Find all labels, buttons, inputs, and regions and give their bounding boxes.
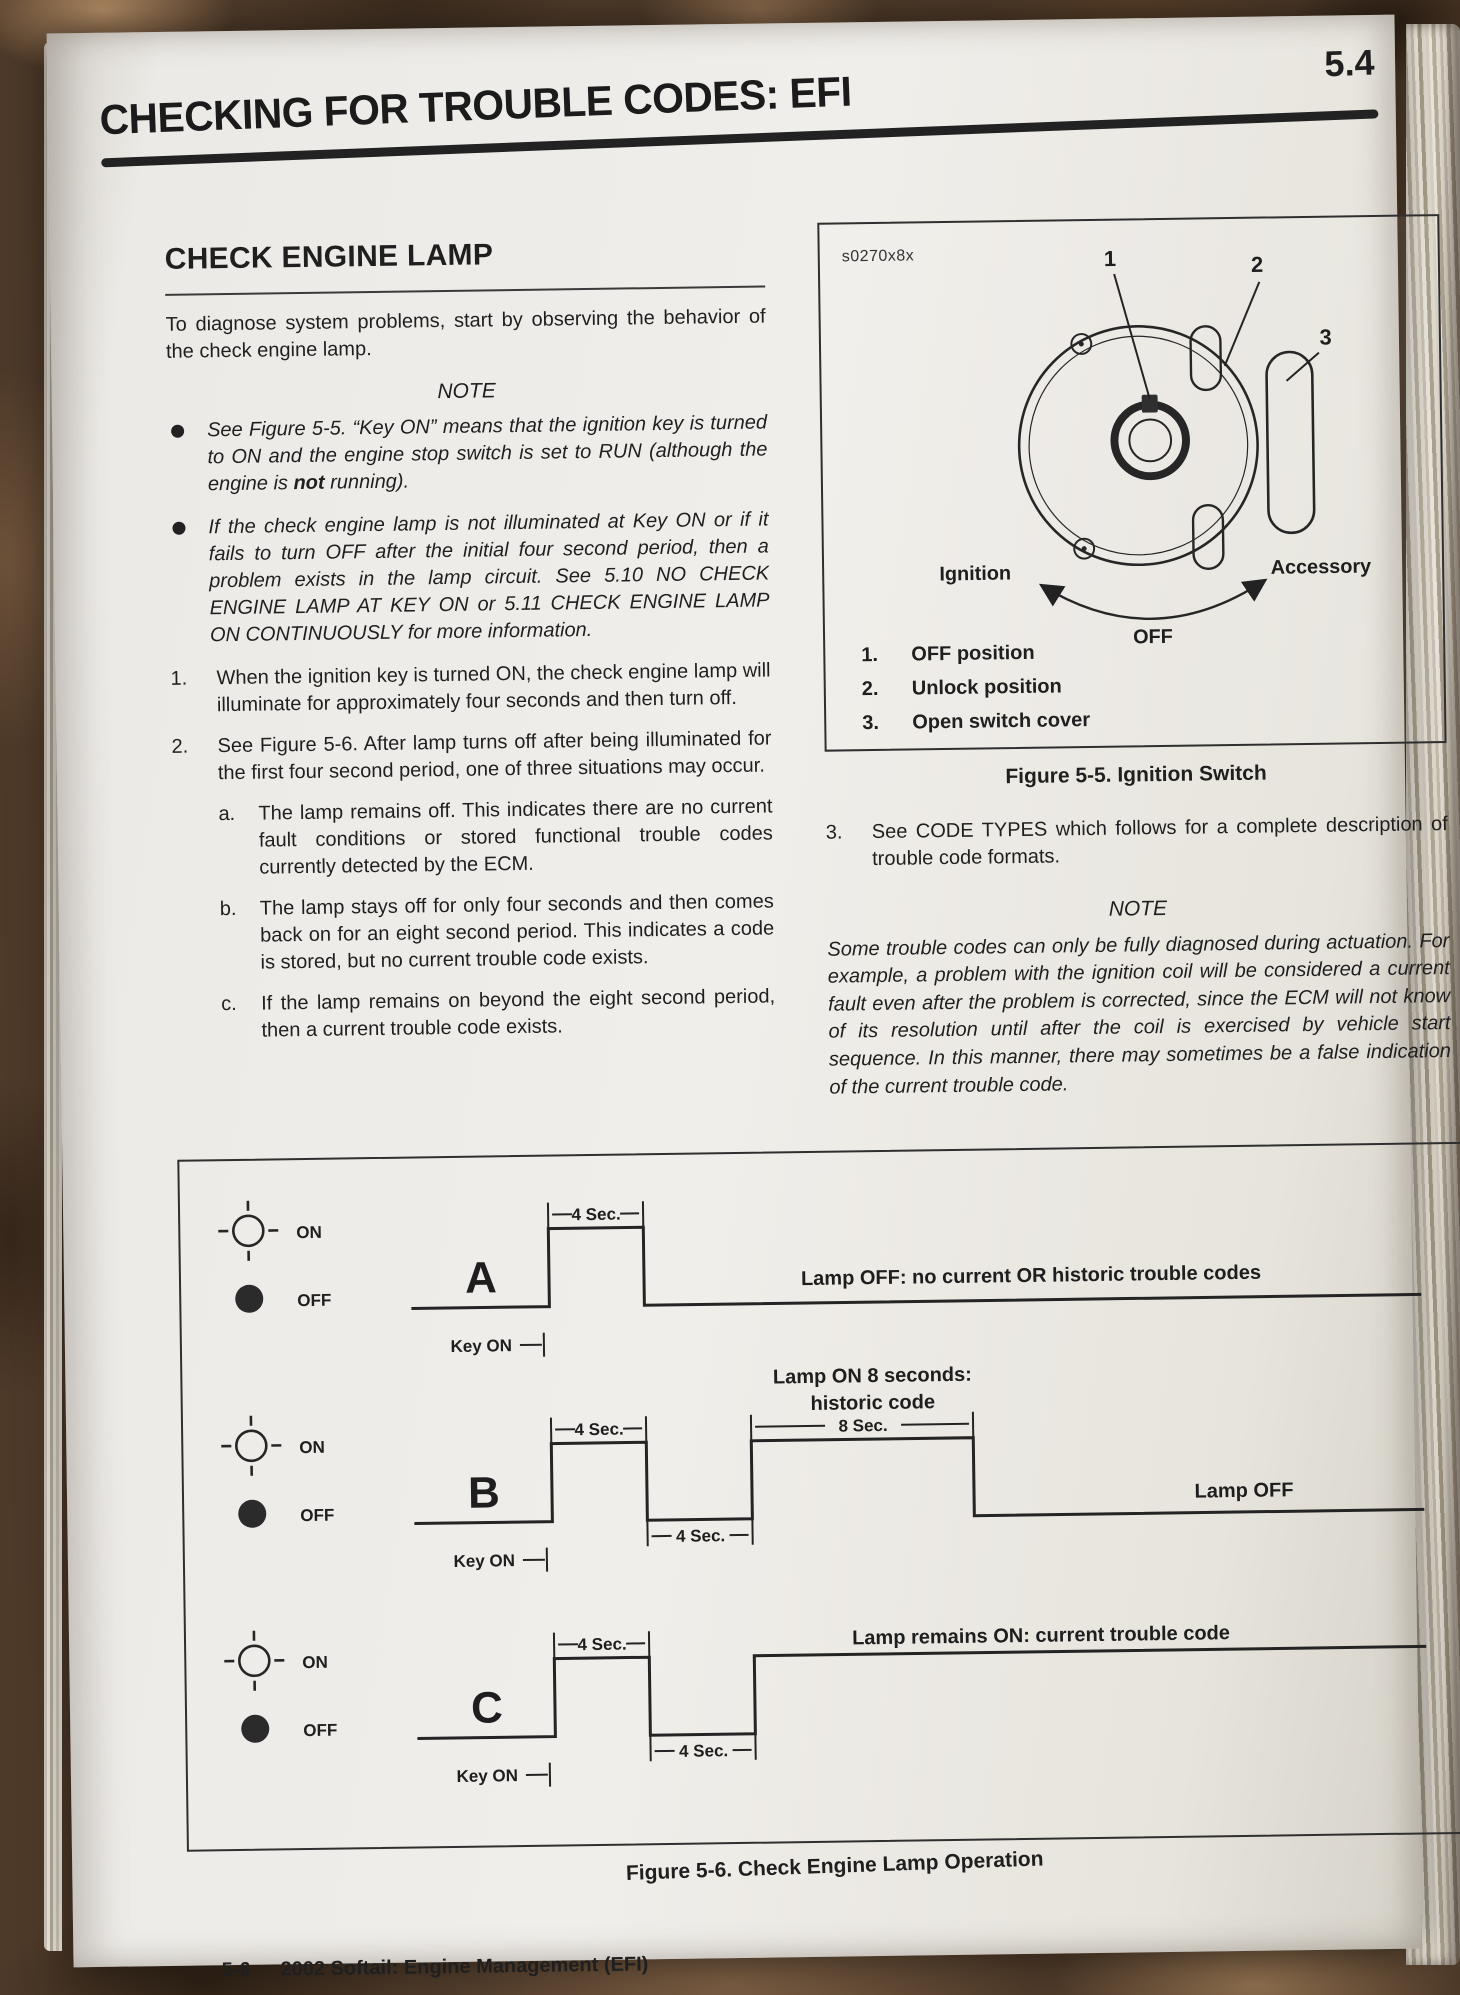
diagram-row-b <box>220 1357 1425 1576</box>
figure-5-5-legend <box>861 632 1090 737</box>
check-engine-lamp-timing-diagram <box>179 1144 1460 1850</box>
lamp-on-icon <box>218 1200 279 1261</box>
off-label: OFF <box>1132 625 1173 649</box>
note-bullet-1-post: running). <box>324 470 410 494</box>
key-on-label: Key ON <box>450 1336 513 1356</box>
slot-top <box>1190 326 1221 390</box>
legend-item-3 <box>862 707 1090 737</box>
legend-number: 1. <box>861 643 879 667</box>
note-label: NOTE <box>1108 897 1168 922</box>
callout-2-label: 2 <box>1250 251 1264 278</box>
bullet-icon <box>168 514 210 650</box>
waveform <box>413 1431 1424 1523</box>
key-on-marker <box>523 1548 547 1572</box>
lamp-on-label: ON <box>302 1652 328 1673</box>
step-2 <box>171 725 772 787</box>
substep-letter: c. <box>220 992 237 1016</box>
key-on-marker <box>520 1333 544 1357</box>
lamp-off-label: OFF <box>303 1720 338 1741</box>
diagram-row-a <box>218 1184 1422 1361</box>
legend-item-2 <box>862 673 1090 703</box>
substep-a <box>218 793 773 882</box>
row-letter: A <box>464 1253 498 1303</box>
lamp-off-label: OFF <box>300 1505 335 1526</box>
page-header <box>98 41 1381 167</box>
lamp-on-label: ON <box>296 1222 322 1243</box>
sec4-label: 4 Sec. <box>577 1634 627 1655</box>
note-bullet-1-pre: See Figure 5-5. “Key ON” means that the ignition key is turned to ON and the engine stop switch is set to RUN (although the engine is <box>206 411 768 496</box>
legend-item-1 <box>861 639 1089 669</box>
substep-text: The lamp remains off. This indicates there are no current fault conditions or stored functional trouble codes currently detected by the ECM. <box>258 795 773 879</box>
heading-rule <box>165 285 765 295</box>
figure-5-6-box <box>177 1142 1460 1852</box>
key-on-marker <box>526 1763 550 1787</box>
legend-text: Open switch cover <box>912 709 1091 734</box>
ignition-label: Ignition <box>939 562 1012 586</box>
legend-text: Unlock position <box>911 675 1062 700</box>
rotation-arrow <box>1041 580 1266 620</box>
lamp-on-icon <box>224 1630 285 1691</box>
switch-cover <box>1266 352 1314 533</box>
page-title: CHECKING FOR TROUBLE CODES: EFI <box>98 67 853 144</box>
note-bullet-2-text: If the check engine lamp is not illuminated at Key ON or if it fails to turn OFF after the initial four second period, then a problem exists in the lamp circuit. See 5.10 NO CHECK ENGINE LAMP AT KEY ON or 5.11 CHECK ENGINE LAMP ON CONTINUOUSLY for more information. <box>208 508 770 647</box>
substep-b <box>220 888 775 977</box>
row-header-line2: historic code <box>810 1391 936 1415</box>
legend-number: 3. <box>862 711 880 735</box>
waveform <box>410 1216 1421 1308</box>
sec4-label: 4 Sec. <box>571 1204 621 1225</box>
step-number: 2. <box>171 735 189 758</box>
section-heading: CHECK ENGINE LAMP <box>164 238 494 276</box>
sec8-label: 8 Sec. <box>838 1415 888 1436</box>
substep-text: If the lamp remains on beyond the eight second period, then a current trouble code exists. <box>260 985 776 1042</box>
row-annotation: Lamp remains ON: current trouble code <box>851 1622 1231 1650</box>
figure-5-5-box <box>817 214 1446 752</box>
step-text: See CODE TYPES which follows for a complete description of trouble code formats. <box>871 813 1448 871</box>
key-cylinder-ring <box>1114 404 1187 477</box>
diagram-row-c <box>224 1614 1428 1791</box>
row-header-line1: Lamp ON 8 seconds: <box>772 1363 973 1389</box>
substep-letter: a. <box>218 802 236 826</box>
lamp-off-icon <box>238 1500 266 1528</box>
key-on-label: Key ON <box>453 1551 516 1571</box>
intro-paragraph: To diagnose system problems, start by observing the behavior of the check engine lamp. <box>165 304 766 363</box>
row-letter: C <box>470 1683 504 1733</box>
row-annotation: Lamp OFF: no current OR historic trouble codes <box>800 1261 1262 1291</box>
figure-5-6-caption: Figure 5-6. Check Engine Lamp Operation <box>625 1847 1044 1885</box>
manual-page <box>47 15 1452 1982</box>
substep-list <box>218 793 775 1045</box>
callout-3-label: 3 <box>1319 324 1332 350</box>
legend-number: 2. <box>861 677 879 701</box>
sec4-gap-label: 4 Sec. <box>678 1741 729 1761</box>
section-number: 5.4 <box>1323 41 1376 85</box>
step-text: See Figure 5-6. After lamp turns off after being illuminated for the first four second period, one of three situations may occur. <box>217 727 772 785</box>
switch-inner-circle <box>1028 335 1250 557</box>
page-footer <box>221 1953 648 1982</box>
key-cylinder-inner <box>1129 419 1171 461</box>
note-bullet-1-bold: not <box>293 471 325 494</box>
figure-5-5-caption: Figure 5-5. Ignition Switch <box>1005 761 1267 789</box>
footer-title: 2002 Softail: Engine Management (EFI) <box>280 1953 649 1981</box>
lamp-on-icon <box>221 1415 282 1476</box>
note-paragraph: Some trouble codes can only be fully diagnosed during actuation. For example, a problem with the ignition coil will be considered a current fault even after the problem is corrected, since the ECM will not know of its resolution until after the coil is exercised by vehicle start sequence. In this manner, there may sometimes be a false indication of the current trouble code. <box>827 929 1452 1099</box>
key-on-label: Key ON <box>456 1766 519 1786</box>
note-bullet-2 <box>168 506 770 649</box>
step-text: When the ignition key is turned ON, the check engine lamp will illuminate for approximately four seconds and then turn off. <box>216 659 771 717</box>
callout-1-label: 1 <box>1103 246 1117 272</box>
step-number: 3. <box>825 821 843 845</box>
sec4-label: 4 Sec. <box>574 1419 624 1440</box>
lamp-off-label: OFF <box>297 1290 332 1311</box>
row-letter: B <box>467 1468 501 1518</box>
note-bullet-1 <box>167 409 768 498</box>
footer-page-number: 5-6 <box>221 1958 251 1982</box>
step-3 <box>826 811 1449 874</box>
waveform <box>416 1646 1427 1738</box>
lamp-off-icon <box>241 1715 269 1743</box>
row-annotation: Lamp OFF <box>1194 1479 1294 1503</box>
bullet-icon <box>167 417 208 499</box>
lamp-on-label: ON <box>299 1437 325 1458</box>
note-bullet-1-text <box>207 409 768 498</box>
legend-text: OFF position <box>911 641 1035 666</box>
callout-2-line <box>1224 282 1261 366</box>
sec4-gap-label: 4 Sec. <box>675 1526 726 1546</box>
step-number: 1. <box>170 667 188 690</box>
figure-photo-code: s0270x8x <box>841 247 915 266</box>
left-column <box>164 232 775 1046</box>
right-column <box>817 214 1451 1102</box>
substep-c <box>221 983 776 1045</box>
substep-letter: b. <box>219 897 237 921</box>
step-1 <box>170 657 771 719</box>
note-label: NOTE <box>437 378 496 403</box>
lamp-off-icon <box>235 1285 263 1313</box>
accessory-label: Accessory <box>1270 555 1372 579</box>
substep-text: The lamp stays off for only four seconds and then comes back on for an eight second period. This indicates a code is stored, but no current trouble code exists. <box>259 890 775 974</box>
